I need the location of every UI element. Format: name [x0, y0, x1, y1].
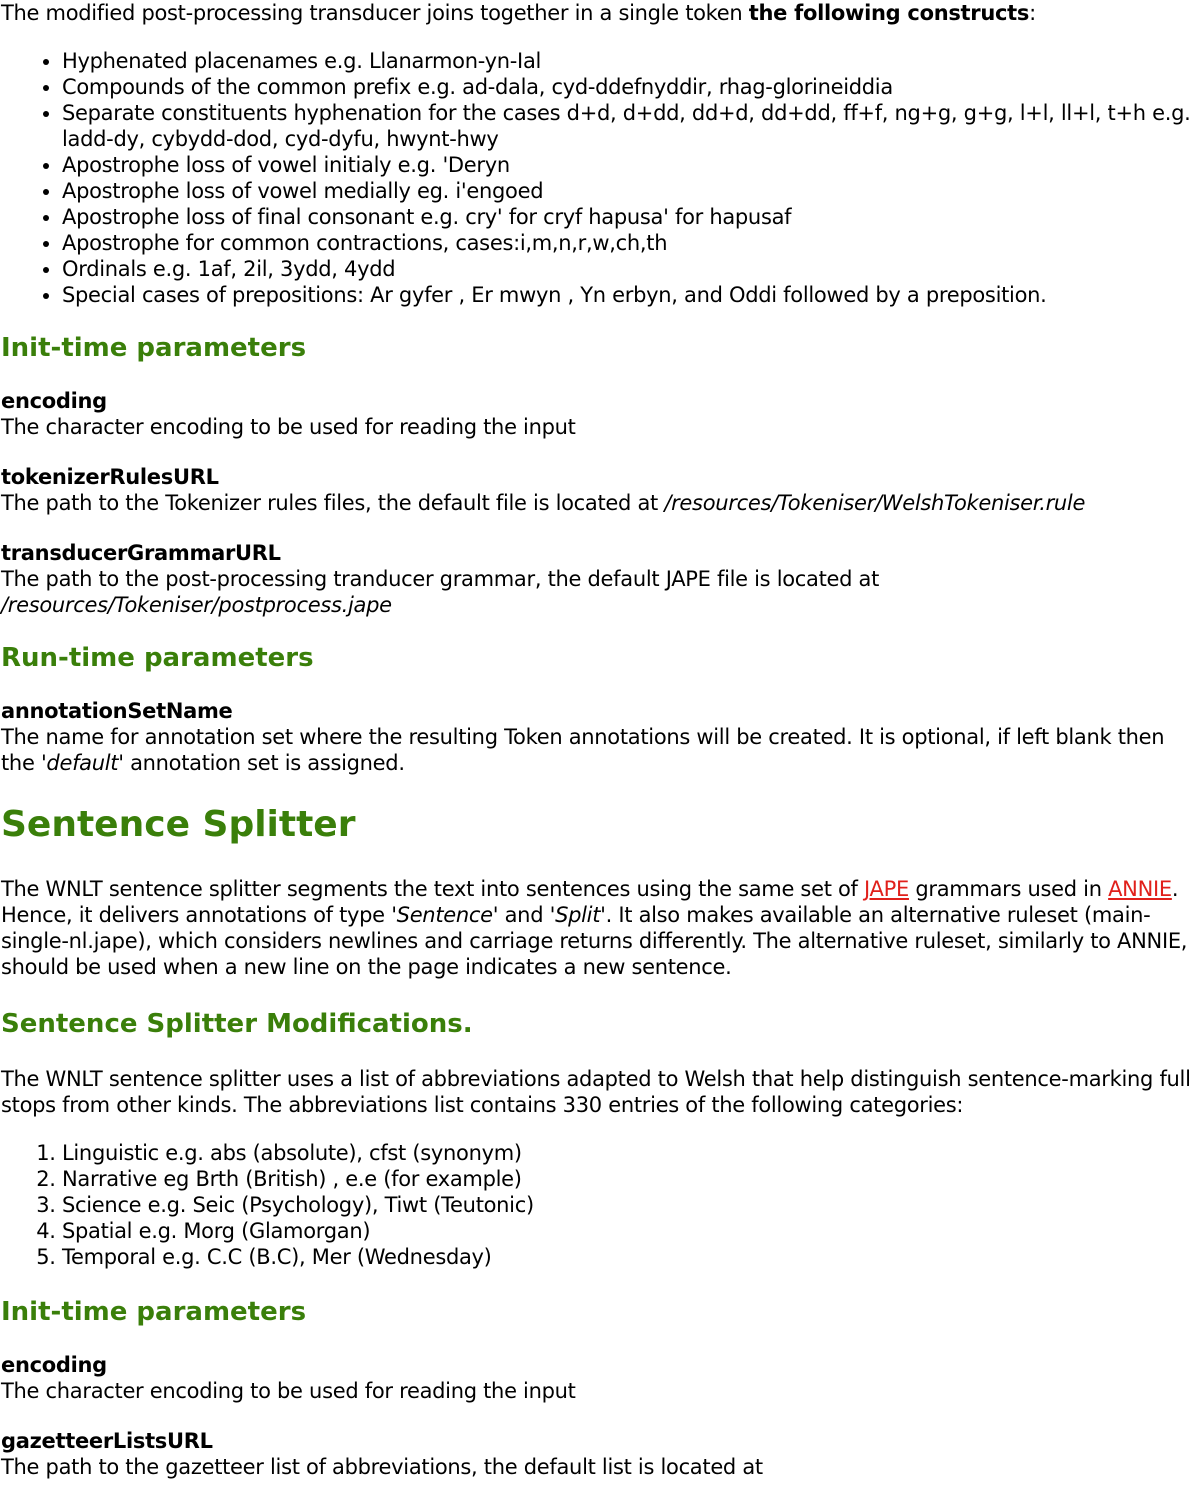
param-description: The character encoding to be used for reading the input	[1, 1379, 576, 1403]
param-path: /resources/Tokeniser/WelshTokeniser.rule	[664, 491, 1086, 515]
annotation-type: 'Split'	[549, 903, 606, 927]
intro-colon: :	[1029, 1, 1036, 25]
splitter-paragraph	[1, 876, 1196, 980]
param-block	[1, 1428, 1196, 1480]
param-block	[1, 464, 1196, 516]
param-name: tokenizerRulesURL	[1, 465, 219, 489]
list-item: 4. Spatial e.g. Morg (Glamorgan)	[62, 1218, 1196, 1244]
param-block	[1, 1352, 1196, 1404]
param-name: encoding	[1, 389, 107, 413]
param-name: annotationSetName	[1, 699, 233, 723]
splitter-init-heading: Init-time parameters	[1, 1297, 307, 1327]
list-item: • Ordinals e.g. 1af, 2il, 3ydd, 4ydd	[62, 256, 1196, 282]
list-item: 2. Narrative eg Brth (British) , e.e (for example)	[62, 1166, 1196, 1192]
list-item: • Apostrophe for common contractions, cases:i,m,n,r,w,ch,th	[62, 230, 1196, 256]
tokeniser-init-heading: Init-time parameters	[1, 333, 307, 363]
intro-paragraph	[1, 0, 1196, 26]
text: . Hence, it delivers annotations of type	[1, 877, 1179, 927]
tokeniser-run-heading: Run-time parameters	[1, 643, 314, 673]
param-default: 'default'	[40, 751, 124, 775]
param-name: transducerGrammarURL	[1, 541, 281, 565]
param-description-end: annotation set is assigned.	[123, 751, 405, 775]
param-name: gazetteerListsURL	[1, 1429, 213, 1453]
categories-list	[1, 1140, 1196, 1270]
list-item: • Special cases of prepositions: Ar gyfer , Er mwyn , Yn erbyn, and Oddi followed by a preposition.	[62, 282, 1196, 308]
list-item: • Apostrophe loss of final consonant e.g. cry' for cryf hapusa' for hapusaf	[62, 204, 1196, 230]
modifications-paragraph: The WNLT sentence splitter uses a list of abbreviations adapted to Welsh that help distinguish sentence-marking full stops from other kinds. The abbreviations list contains 330 entries of the following categories:	[1, 1067, 1191, 1117]
param-block	[1, 388, 1196, 440]
annie-link[interactable]: ANNIE	[1108, 877, 1172, 901]
annotation-type: 'Sentence'	[391, 903, 499, 927]
text: grammars used in	[908, 877, 1109, 901]
param-path: /resources/Tokeniser/postprocess.jape	[1, 593, 392, 617]
list-item: • Separate constituents hyphenation for the cases d+d, d+dd, dd+d, dd+dd, ff+f, ng+g, g+g, l+l, ll+l, t+h e.g. ladd-dy, cybydd-dod, cyd-dyfu, hwynt-hwy	[62, 100, 1196, 152]
intro-bold: the following constructs	[748, 1, 1030, 25]
param-name: encoding	[1, 1353, 107, 1377]
list-item: 1. Linguistic e.g. abs (absolute), cfst (synonym)	[62, 1140, 1196, 1166]
intro-text: The modified post-processing transducer joins together in a single token	[1, 1, 749, 25]
param-block	[1, 698, 1196, 776]
text: . It also makes available an alternative ruleset (main-single-nl.jape), which considers newlines and carriage returns differently. The alternative ruleset, similarly to ANNIE, should be used when a new line on the page indicates a new sentence.	[1, 903, 1188, 979]
modifications-heading: Sentence Splitter Modifications.	[1, 1009, 473, 1039]
param-description: The path to the post-processing tranducer grammar, the default JAPE file is located at	[1, 567, 880, 591]
text: and	[498, 903, 550, 927]
list-item: 3. Science e.g. Seic (Psychology), Tiwt (Teutonic)	[62, 1192, 1196, 1218]
list-item: • Apostrophe loss of vowel medially eg. i'engoed	[62, 178, 1196, 204]
sentence-splitter-heading: Sentence Splitter	[1, 804, 356, 845]
param-description: The name for annotation set where the resulting Token annotations will be created. It is optional, if left blank then the	[1, 725, 1165, 775]
list-item: • Compounds of the common prefix e.g. ad-dala, cyd-ddefnyddir, rhag-glorineiddia	[62, 74, 1196, 100]
list-item: • Hyphenated placenames e.g. Llanarmon-yn-Ial	[62, 48, 1196, 74]
list-item: • Apostrophe loss of vowel initialy e.g. 'Deryn	[62, 152, 1196, 178]
jape-link[interactable]: JAPE	[864, 877, 909, 901]
param-block	[1, 540, 1196, 618]
param-description: The character encoding to be used for reading the input	[1, 415, 576, 439]
param-description: The path to the gazetteer list of abbreviations, the default list is located at	[1, 1455, 763, 1479]
constructs-list	[1, 48, 1196, 308]
list-item: 5. Temporal e.g. C.C (B.C), Mer (Wednesday)	[62, 1244, 1196, 1270]
param-description: The path to the Tokenizer rules files, the default file is located at	[1, 491, 665, 515]
text: The WNLT sentence splitter segments the text into sentences using the same set of	[1, 877, 865, 901]
